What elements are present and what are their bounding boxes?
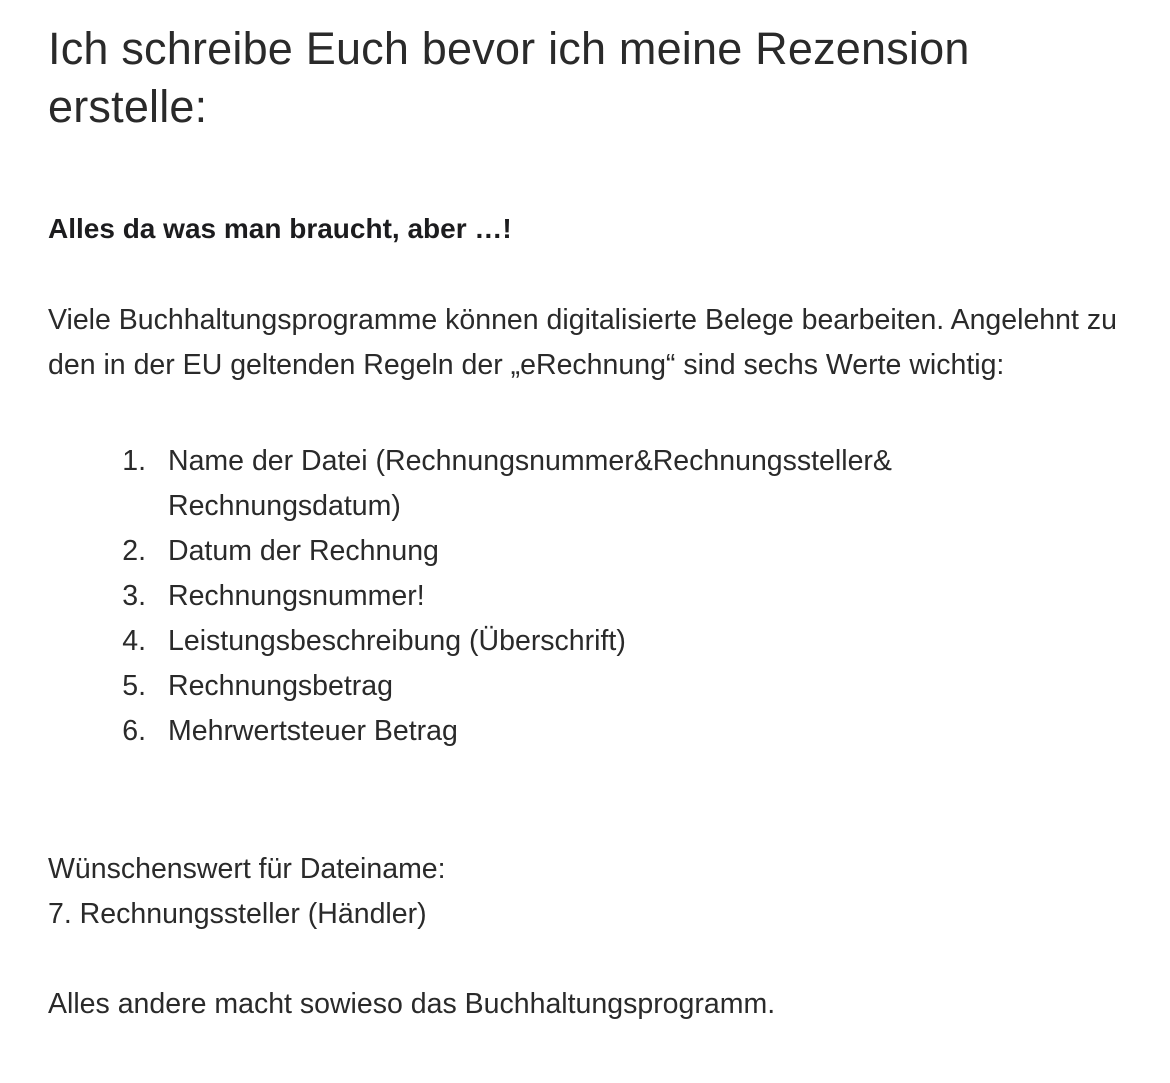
list-item-number: 1. — [122, 445, 146, 477]
wish-item: 7. Rechnungssteller (Händler) — [48, 898, 427, 930]
page-title: Ich schreibe Euch bevor ich meine Rezension erstelle: — [48, 23, 970, 132]
list-item-text: Mehrwertsteuer Betrag — [168, 715, 458, 747]
list-item-text: Leistungsbeschreibung (Überschrift) — [168, 625, 626, 657]
closing-paragraph: Alles andere macht sowieso das Buchhaltungsprogramm. — [48, 988, 776, 1020]
list-item — [48, 529, 1138, 574]
list-item-number: 2. — [122, 535, 146, 567]
list-item — [48, 664, 1138, 709]
list-item-text: Rechnungsnummer! — [168, 580, 425, 612]
list-item-text: Name der Datei (Rechnungsnummer&Rechnungssteller& Rechnungsdatum) — [168, 445, 892, 522]
list-item-number: 5. — [122, 670, 146, 702]
list-item-number: 4. — [122, 625, 146, 657]
list-item-text: Rechnungsbetrag — [168, 670, 393, 702]
review-headline: Alles da was man braucht, aber …! — [48, 213, 512, 244]
list-item-number: 6. — [122, 715, 146, 747]
requirements-list — [48, 439, 1138, 754]
intro-paragraph: Viele Buchhaltungsprogramme können digitalisierte Belege bearbeiten. Angelehnt zu den in der EU geltenden Regeln der „eRechnung“ sind sechs Werte wichtig: — [48, 304, 1117, 381]
wish-heading: Wünschenswert für Dateiname: — [48, 853, 446, 885]
list-item — [48, 439, 1138, 529]
wish-section — [48, 847, 1138, 937]
review-text-block — [48, 20, 1138, 1027]
list-item — [48, 574, 1138, 619]
list-item — [48, 709, 1138, 754]
list-item-number: 3. — [122, 580, 146, 612]
list-item — [48, 619, 1138, 664]
list-item-text: Datum der Rechnung — [168, 535, 439, 567]
